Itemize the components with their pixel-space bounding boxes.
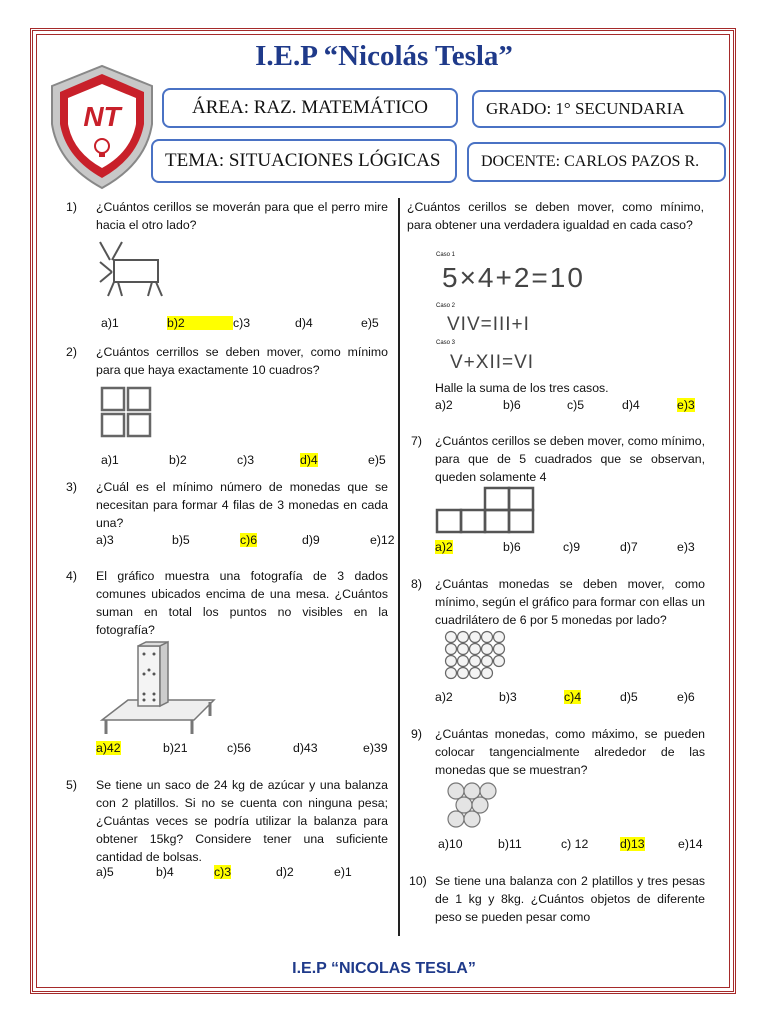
footer-school-name: I.E.P “NICOLAS TESLA” <box>292 960 476 977</box>
question-number: 2) <box>66 345 77 359</box>
question-number: 7) <box>411 434 422 448</box>
option-answer[interactable]: a)42 <box>96 741 121 755</box>
option-answer[interactable]: d)13 <box>620 837 645 851</box>
options-q1 <box>101 316 379 330</box>
question-number: 10) <box>409 874 427 888</box>
matchstick-squares-figure <box>98 384 154 440</box>
question-text: El gráfico muestra una fotografía de 3 dados comunes ubicados encima de una mesa. ¿Cuántos suman en total los puntos no visibles en la fotografía? <box>96 569 388 637</box>
tema-box <box>151 139 457 183</box>
area-box <box>162 88 458 128</box>
option[interactable]: c)3 <box>233 316 251 330</box>
question-number: 8) <box>411 577 422 591</box>
question-text: Se tiene un saco de 24 kg de azúcar y una balanza con 2 platillos. Si no se cuenta con ninguna pesa; ¿Cuántas veces se podría utilizar la balanza para obtener 15kg? Considere tener una suficiente cantidad de bolsas. <box>96 778 388 864</box>
option[interactable]: e)1 <box>334 865 352 879</box>
grado-label: GRADO: 1° SECUNDARIA <box>486 99 685 118</box>
option[interactable]: b)6 <box>503 540 521 554</box>
question-6 <box>407 198 704 234</box>
option[interactable]: b)5 <box>172 533 190 547</box>
option[interactable]: a)10 <box>438 837 463 851</box>
option[interactable]: c)3 <box>237 453 255 467</box>
option-answer[interactable]: c)6 <box>240 533 258 547</box>
coins-cluster-figure <box>444 780 500 830</box>
options-q9 <box>438 837 703 851</box>
question-text: ¿Cuántos cerillos se deben mover, como mínimo, para que de 5 cuadrados que se observan, queden solamente 4 <box>435 434 705 484</box>
matchstick-dog-figure <box>96 238 166 300</box>
option[interactable]: c)5 <box>567 398 585 412</box>
school-logo <box>46 64 158 190</box>
equation-case-1: 5×4+2=10 <box>442 262 585 293</box>
option[interactable]: a)5 <box>96 865 114 879</box>
column-divider <box>398 198 400 936</box>
question-3 <box>66 478 388 532</box>
question-2 <box>66 343 388 379</box>
grado-box <box>472 90 726 128</box>
option[interactable]: b)2 <box>169 453 187 467</box>
options-q7 <box>435 540 695 554</box>
coins-grid-figure <box>444 630 506 682</box>
question-9 <box>411 725 705 779</box>
question-text: ¿Cuántos cerrillos se deben mover, como mínimo para que haya exactamente 10 cuadros? <box>96 345 388 377</box>
case-3-label: Caso 3 <box>436 340 456 346</box>
option[interactable]: e)3 <box>677 540 695 554</box>
question-text: Se tiene una balanza con 2 platillos y tres pesas de 1 kg y 8kg. ¿Cuántos objetos de diferente peso se pueden pesar como <box>435 874 705 924</box>
option[interactable]: d)5 <box>620 690 638 704</box>
option[interactable]: b)3 <box>499 690 517 704</box>
question-text: ¿Cuántas monedas se deben mover, como mínimo, según el gráfico para formar con ellas un cuadrilátero de 6 por 5 monedas por lado? <box>435 577 705 627</box>
option[interactable]: b)6 <box>503 398 521 412</box>
question-5 <box>66 776 388 866</box>
question-4 <box>66 567 388 639</box>
options-q3 <box>96 533 395 547</box>
option[interactable]: e)14 <box>678 837 703 851</box>
equation-case-3: V+XII=VI <box>450 352 535 373</box>
question-text: ¿Cuántos cerillos se moverán para que el perro mire hacia el otro lado? <box>96 200 388 232</box>
question-text: ¿Cuántos cerillos se deben mover, como mínimo, para obtener una verdadera igualdad en cada caso? <box>407 200 704 232</box>
option[interactable]: a)2 <box>435 690 453 704</box>
options-q8 <box>435 690 695 704</box>
option-answer[interactable]: e)3 <box>677 398 695 412</box>
option[interactable]: d)4 <box>622 398 640 412</box>
option[interactable]: a)1 <box>101 316 119 330</box>
question-number: 5) <box>66 778 77 792</box>
option[interactable]: e)5 <box>361 316 379 330</box>
option-answer[interactable]: b)2 <box>167 316 233 330</box>
option[interactable]: d)9 <box>302 533 320 547</box>
option[interactable]: c)9 <box>563 540 581 554</box>
option[interactable]: d)4 <box>295 316 313 330</box>
option-answer[interactable]: c)4 <box>564 690 582 704</box>
option[interactable]: d)7 <box>620 540 638 554</box>
option[interactable]: a)1 <box>101 453 119 467</box>
question-8 <box>411 575 705 629</box>
option[interactable]: b)11 <box>498 837 522 851</box>
option[interactable]: a)2 <box>435 398 453 412</box>
option[interactable]: b)4 <box>156 865 174 879</box>
case-1-label: Caso 1 <box>436 252 456 258</box>
question-text: ¿Cuál es el mínimo número de monedas que se necesitan para formar 4 filas de 3 monedas en cada una? <box>96 480 388 530</box>
option-answer[interactable]: d)4 <box>300 453 318 467</box>
option[interactable]: d)43 <box>293 741 318 755</box>
question-1 <box>66 198 388 234</box>
option[interactable]: e)6 <box>677 690 695 704</box>
option-answer[interactable]: c)3 <box>214 865 232 879</box>
option[interactable]: e)5 <box>368 453 386 467</box>
option-answer[interactable]: a)2 <box>435 540 453 554</box>
option[interactable]: b)21 <box>163 741 188 755</box>
matchstick-five-squares-figure <box>434 484 538 536</box>
question-number: 3) <box>66 480 77 494</box>
dice-on-table-figure <box>98 640 218 736</box>
question-6-sub: Halle la suma de los tres casos. <box>435 381 609 395</box>
question-text: ¿Cuántas monedas, como máximo, se pueden colocar tangencialmente alrededor de las monedas que se muestran? <box>435 727 705 777</box>
question-number: 4) <box>66 569 77 583</box>
option[interactable]: e)39 <box>363 741 388 755</box>
school-title: I.E.P “Nicolás Tesla” <box>255 40 513 72</box>
options-q6 <box>435 398 695 412</box>
equation-case-2: VIV=III+I <box>447 314 530 335</box>
logo-text: NT <box>83 101 121 132</box>
question-10 <box>409 872 705 926</box>
option[interactable]: e)12 <box>370 533 395 547</box>
option[interactable]: a)3 <box>96 533 114 547</box>
question-7 <box>411 432 705 486</box>
docente-label: DOCENTE: CARLOS PAZOS R. <box>481 153 700 170</box>
question-number: 1) <box>66 200 77 214</box>
option[interactable]: d)2 <box>276 865 294 879</box>
question-number: 9) <box>411 727 422 741</box>
options-q4 <box>96 741 388 755</box>
option[interactable]: c) 12 <box>561 837 589 851</box>
docente-box <box>467 142 726 182</box>
case-2-label: Caso 2 <box>436 303 456 309</box>
tema-label: TEMA: SITUACIONES LÓGICAS <box>165 150 441 171</box>
option[interactable]: c)56 <box>227 741 251 755</box>
area-label: ÁREA: RAZ. MATEMÁTICO <box>192 97 428 118</box>
options-q5 <box>96 865 352 879</box>
options-q2 <box>101 453 386 467</box>
